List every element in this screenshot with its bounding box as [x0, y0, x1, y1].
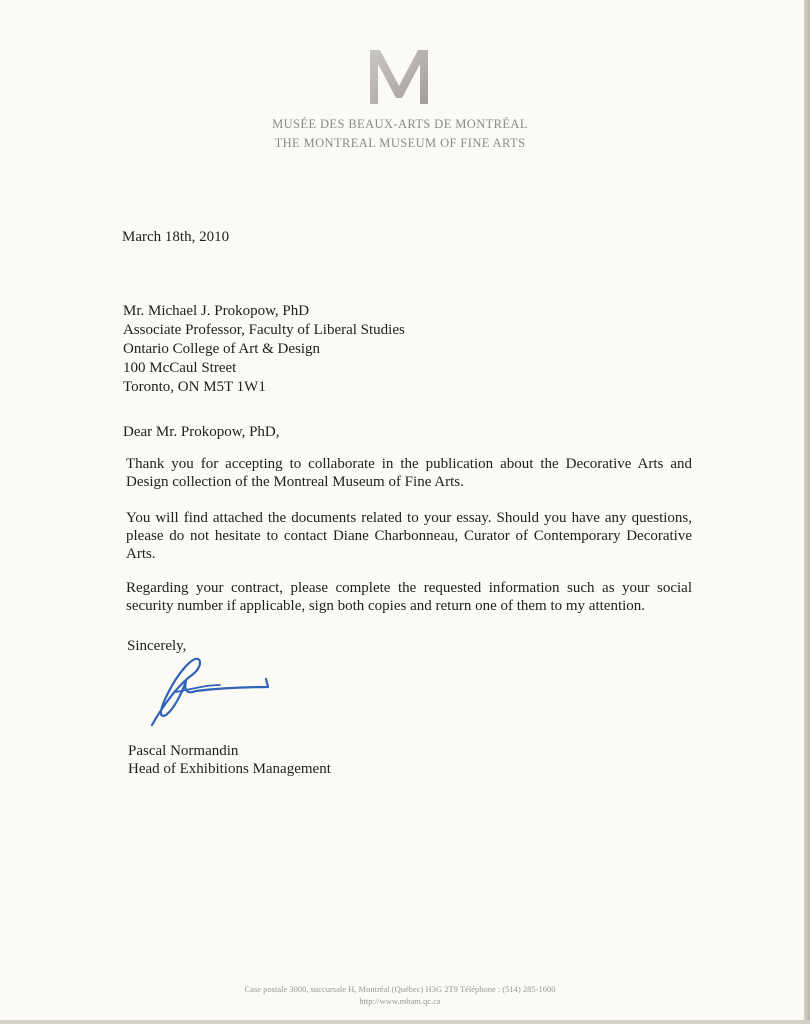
museum-name-french: MUSÉE DES BEAUX-ARTS DE MONTRÉAL [272, 117, 528, 131]
scan-edge-bottom [0, 1020, 810, 1024]
closing: Sincerely, [127, 638, 187, 654]
letter-date: March 18th, 2010 [122, 229, 230, 245]
recipient-title: Associate Professor, Faculty of Liberal Studies [123, 322, 405, 338]
footer-website: http://www.mbam.qc.ca [359, 996, 441, 1006]
scan-edge-right [804, 0, 810, 1024]
recipient-name: Mr. Michael J. Prokopow, PhD [123, 303, 310, 319]
museum-logo [364, 46, 434, 106]
body-paragraph: Regarding your contract, please complete the requested information such as your social security number if applicable, sign both copies and return one of them to my attention. [126, 580, 692, 614]
body-paragraph: You will find attached the documents related to your essay. Should you have any questions, please do not hesitate to contact Diane Charbonneau, Curator of Contemporary Decorative Arts. [126, 510, 692, 562]
salutation: Dear Mr. Prokopow, PhD, [123, 424, 280, 440]
recipient-institution: Ontario College of Art & Design [123, 341, 321, 357]
signer-name: Pascal Normandin [128, 743, 239, 759]
recipient-address [123, 302, 405, 397]
signer-title: Head of Exhibitions Management [128, 761, 331, 777]
recipient-street: 100 McCaul Street [123, 360, 237, 376]
body-paragraph: Thank you for accepting to collaborate in the publication about the Decorative Arts and Design collection of the Montreal Museum of Fine Arts. [126, 456, 692, 490]
signature-block [128, 742, 331, 778]
museum-name-english: THE MONTREAL MUSEUM OF FINE ARTS [274, 136, 526, 150]
handwritten-signature [140, 645, 280, 735]
recipient-city: Toronto, ON M5T 1W1 [123, 379, 266, 395]
footer-address: Case postale 3000, succursale H, Montréal (Québec) H3G 2T9 Téléphone : (514) 285-1600 [244, 984, 556, 994]
